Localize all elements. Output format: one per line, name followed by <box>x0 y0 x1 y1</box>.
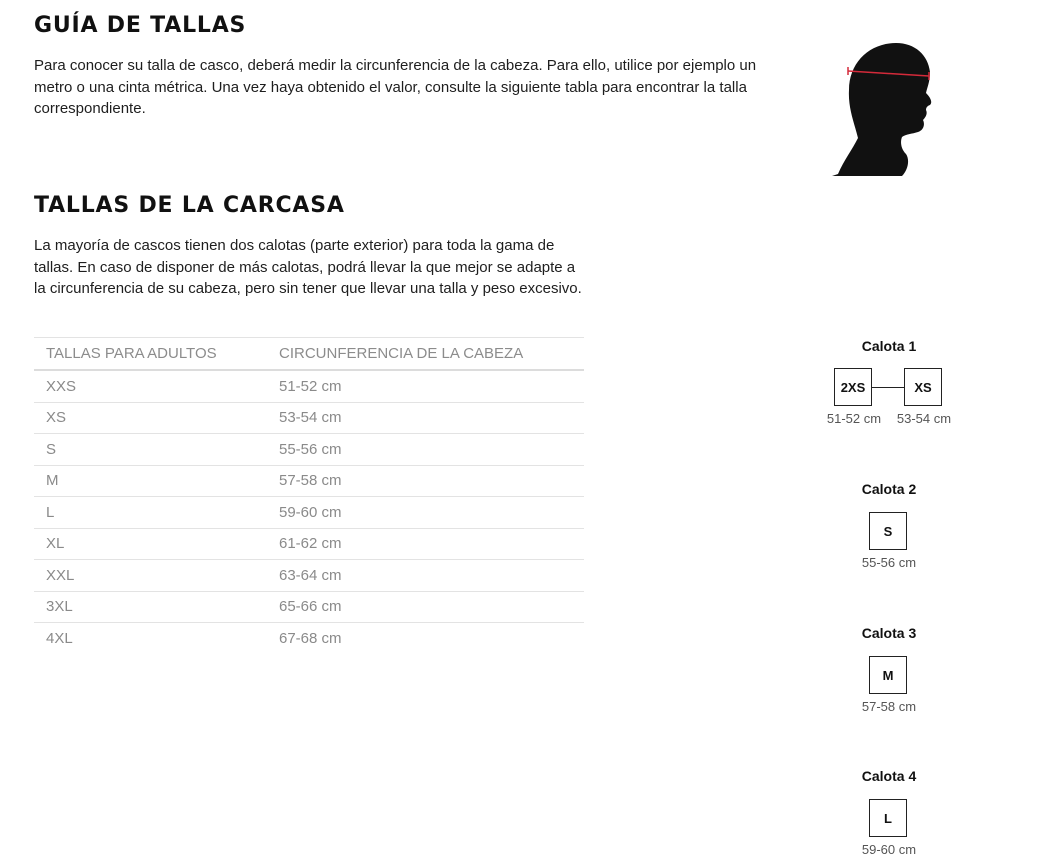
circumference-cell: 57-58 cm <box>267 465 584 497</box>
column-header-circumference: CIRCUNFERENCIA DE LA CABEZA <box>267 338 584 371</box>
size-cell: XL <box>34 528 267 560</box>
calota-1-connector <box>872 387 904 388</box>
table-header-row <box>34 338 584 371</box>
size-cell: 3XL <box>34 591 267 623</box>
table-row <box>34 465 584 497</box>
calota-4-l-cm: 59-60 cm <box>861 842 917 857</box>
circumference-cell: 65-66 cm <box>267 591 584 623</box>
table-row <box>34 591 584 623</box>
calota-2-s-cm: 55-56 cm <box>861 555 917 570</box>
table-row <box>34 560 584 592</box>
table-row <box>34 370 584 402</box>
size-cell: XXL <box>34 560 267 592</box>
head-silhouette-icon <box>822 38 937 178</box>
circumference-cell: 61-62 cm <box>267 528 584 560</box>
circumference-cell: 51-52 cm <box>267 370 584 402</box>
size-guide-title: GUÍA DE TALLAS <box>34 13 247 38</box>
calota-1-xs-cm: 53-54 cm <box>896 411 952 426</box>
size-cell: L <box>34 497 267 529</box>
calota-4-title: Calota 4 <box>861 768 917 784</box>
calota-1-2xs-cm: 51-52 cm <box>826 411 882 426</box>
calota-3-m-cm: 57-58 cm <box>861 699 917 714</box>
size-cell: M <box>34 465 267 497</box>
size-cell: XS <box>34 402 267 434</box>
calota-2-size-s: S <box>869 512 907 550</box>
size-cell: 4XL <box>46 629 73 647</box>
table-row <box>34 623 584 654</box>
shell-sizes-title: TALLAS DE LA CARCASA <box>34 193 345 218</box>
table-row <box>34 402 584 434</box>
table-row <box>34 434 584 466</box>
calota-4-size-l: L <box>869 799 907 837</box>
calota-2-title: Calota 2 <box>861 481 917 497</box>
circumference-cell: 59-60 cm <box>267 497 584 529</box>
calota-1-size-xs: XS <box>904 368 942 406</box>
size-cell: S <box>34 434 267 466</box>
calota-3-title: Calota 3 <box>861 625 917 641</box>
size-guide-text: Para conocer su talla de casco, deberá medir la circunferencia de la cabeza. Para ello, utilice por ejemplo un metro o una cinta métrica. Una vez haya obtenido el valor, consulte la siguiente tabla para encontrar la talla correspondiente. <box>34 57 757 118</box>
circumference-cell: 63-64 cm <box>267 560 584 592</box>
circumference-cell: 55-56 cm <box>267 434 584 466</box>
table-row <box>34 528 584 560</box>
table-row <box>34 497 584 529</box>
shell-sizes-text: La mayoría de cascos tienen dos calotas (parte exterior) para toda la gama de tallas. En caso de disponer de más calotas, podrá llevar la que mejor se adapte a la circunferencia de su cabeza, pero sin tener que llevar una talla y peso excesivo. <box>34 237 582 298</box>
calota-1-size-2xs: 2XS <box>834 368 872 406</box>
size-table <box>34 337 584 654</box>
circumference-cell: 67-68 cm <box>279 629 342 647</box>
size-cell: XXS <box>34 370 267 402</box>
calota-3-size-m: M <box>869 656 907 694</box>
column-header-size: TALLAS PARA ADULTOS <box>34 338 267 371</box>
circumference-cell: 53-54 cm <box>267 402 584 434</box>
calota-1-title: Calota 1 <box>861 338 917 354</box>
